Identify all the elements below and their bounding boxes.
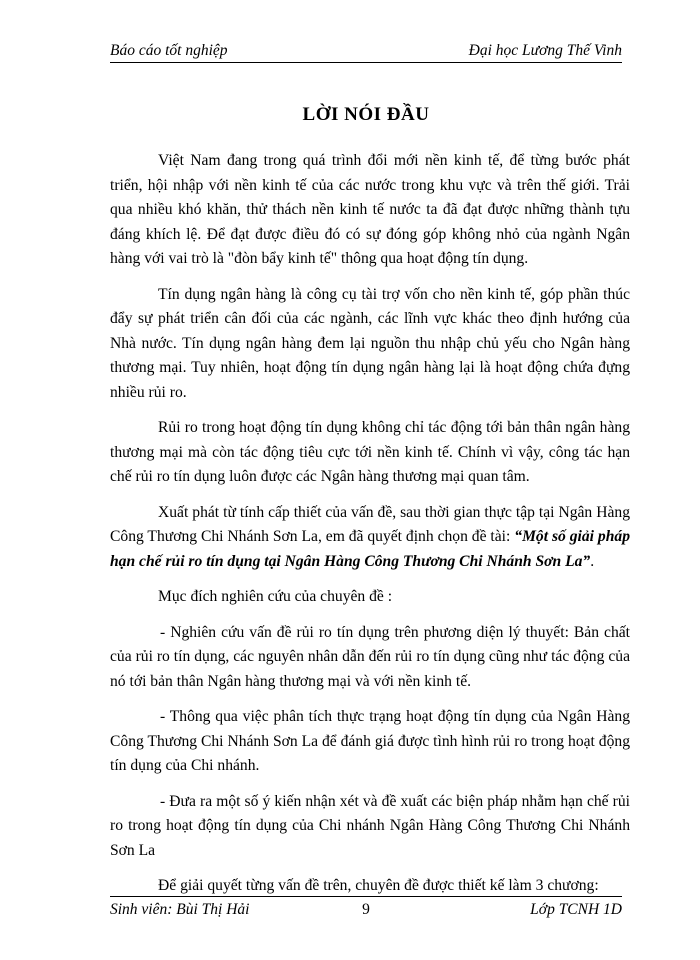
paragraph-risk: Rủi ro trong hoạt động tín dụng không chỉ tác động tới bản thân ngân hàng thương mại mà còn tác động tiêu cực tới nền kinh tế. Chính vì vậy, công tác hạn chế rủi ro tín dụng luôn được các Ngân hàng thương mại quan tâm. — [110, 419, 630, 485]
paragraph-intro: Việt Nam đang trong quá trình đổi mới nền kinh tế, để từng bước phát triển, hội nhập với nền kinh tế của các nước trong khu vực và trên thế giới. Trải qua nhiều khó khăn, thử thách nền kinh tế nước ta đã đạt được những thành tựu đáng khích lệ. Để đạt được điều đó có sự đóng góp không nhỏ của ngành Ngân hàng với vai trò là "đòn bẩy kinh tế" thông qua hoạt động tín dụng. — [110, 152, 630, 267]
header-report-type: Báo cáo tốt nghiệp — [110, 42, 228, 59]
header-university: Đại học Lương Thế Vinh — [468, 42, 622, 59]
paragraph-credit: Tín dụng ngân hàng là công cụ tài trợ vốn cho nền kinh tế, góp phần thúc đẩy sự phát triển cân đối của các ngành, các lĩnh vực khác theo định hướng của Nhà nước. Tín dụng ngân hàng đem lại nguồn thu nhập chủ yếu cho Ngân hàng thương mại. Tuy nhiên, hoạt động tín dụng ngân hàng lại là hoạt động chứa đựng nhiều rủi ro. — [110, 285, 630, 401]
document-body — [110, 149, 630, 910]
paragraph-topic — [110, 501, 630, 575]
page-number: 9 — [362, 901, 370, 918]
footer-student: Sinh viên: Bùi Thị Hải — [110, 901, 250, 918]
topic-title: “Một số giải pháp hạn chế rủi ro tín dụng tại Ngân Hàng Công Thương Chi Nhánh Sơn La” — [110, 528, 630, 570]
purpose-item-2: - Thông qua việc phân tích thực trạng hoạt động tín dụng của Ngân Hàng Công Thương Chi Nhánh Sơn La để đánh giá được tình hình rủi ro trong hoạt động tín dụng của Chi nhánh. — [110, 708, 630, 774]
topic-intro-text: Xuất phát từ tính cấp thiết của vấn đề, sau thời gian thực tập tại Ngân Hàng Công Thương Chi Nhánh Sơn La, em đã quyết định chọn đề tài: — [110, 503, 630, 545]
paragraph-structure: Để giải quyết từng vấn đề trên, chuyên đề được thiết kế làm 3 chương: — [158, 877, 599, 894]
page-title: LỜI NÓI ĐẦU — [302, 104, 430, 125]
footer-class: Lớp TCNH 1D — [530, 901, 622, 918]
topic-end: . — [590, 552, 595, 570]
paragraph-purpose: Mục đích nghiên cứu của chuyên đề : — [158, 588, 393, 605]
purpose-item-3: - Đưa ra một số ý kiến nhận xét và đề xuất các biện pháp nhằm hạn chế rủi ro trong hoạt động tín dụng của Chi nhánh Ngân Hàng Công Thương Chi Nhánh Sơn La — [110, 792, 630, 859]
page-header — [110, 40, 622, 63]
purpose-item-1: - Nghiên cứu vấn đề rủi ro tín dụng trên phương diện lý thuyết: Bản chất của rủi ro tín dụng, các nguyên nhân dẫn đến rủi ro tín dụng cũng như tác động của nó tới bản thân Ngân hàng thương mại và với nền kinh tế. — [110, 623, 630, 690]
page-footer — [110, 896, 622, 921]
